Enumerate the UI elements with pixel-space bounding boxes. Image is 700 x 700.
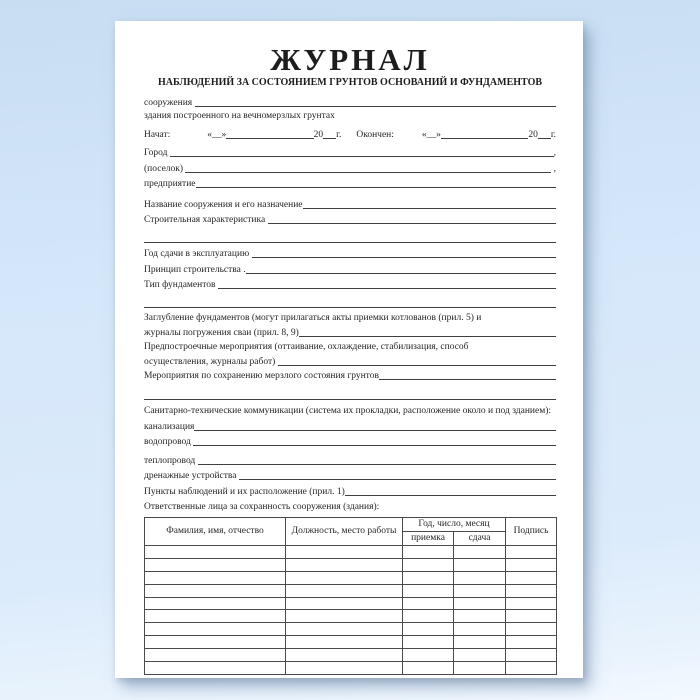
form-row-label: осуществления, журналы работ)	[144, 356, 278, 367]
table-cell	[145, 558, 286, 571]
form-row-label: дренажные устройства	[144, 471, 239, 481]
form-row	[144, 211, 556, 227]
table-row	[145, 649, 557, 662]
blank-line	[218, 288, 556, 289]
blank-line	[198, 464, 556, 465]
form-row-label: Принцип строительства .	[144, 264, 246, 275]
form-row	[144, 368, 556, 383]
table-cell	[506, 546, 557, 559]
form-row-label: здания построенного на вечномерзлых грунтах	[144, 111, 335, 121]
col-header-fio: Фамилия, имя, отчество	[145, 518, 286, 546]
table-cell	[403, 558, 454, 571]
year-suffix: г.	[550, 129, 557, 140]
started-label: Начат:	[144, 129, 171, 140]
table-cell	[454, 546, 506, 559]
table-cell	[286, 571, 403, 584]
table-row	[145, 610, 557, 623]
table-cell	[506, 649, 557, 662]
col-header-signature: Подпись	[506, 518, 557, 546]
table-cell	[145, 546, 286, 559]
blank-line	[196, 187, 557, 188]
table-cell	[454, 597, 506, 610]
form-row	[144, 144, 556, 160]
table-cell	[403, 584, 454, 597]
table-cell	[286, 597, 403, 610]
col-header-job: Должность, место работы	[286, 518, 403, 546]
table-cell	[145, 636, 286, 649]
blank-line	[299, 336, 556, 337]
table-cell	[286, 623, 403, 636]
table-cell	[286, 610, 403, 623]
table-cell	[286, 636, 403, 649]
blank-line	[345, 495, 556, 496]
page-subtitle: НАБЛЮДЕНИЙ ЗА СОСТОЯНИЕМ ГРУНТОВ ОСНОВАНИЙ И ФУНДАМЕНТОВ	[157, 77, 543, 88]
form-row	[144, 109, 556, 122]
form-row	[144, 175, 556, 191]
table-cell	[454, 584, 506, 597]
table-cell	[403, 636, 454, 649]
table-cell	[145, 610, 286, 623]
table-cell	[403, 546, 454, 559]
table-cell	[454, 558, 506, 571]
table-row	[145, 571, 557, 584]
form-row	[144, 276, 556, 292]
form-row-suffix: ,	[551, 163, 556, 174]
table-cell	[454, 649, 506, 662]
blank-line	[170, 156, 554, 157]
table-cell	[454, 623, 506, 636]
document-page	[115, 21, 583, 678]
form-row-label: (поселок)	[144, 163, 186, 174]
blank-line	[252, 257, 556, 258]
form-row-label: Пункты наблюдений и их расположение (прил. 1)	[144, 486, 345, 497]
table-cell	[286, 662, 403, 675]
form-row-label: Тип фундаментов	[144, 280, 218, 290]
form-row	[144, 324, 556, 339]
blank-line	[239, 479, 556, 480]
table-cell	[506, 558, 557, 571]
blank-line	[144, 399, 556, 400]
blank-line	[441, 138, 528, 139]
form-row	[144, 195, 556, 211]
blank-line	[195, 106, 556, 107]
form-row-label: Ответственные лица за сохранность сооружения (здания):	[144, 502, 380, 512]
table-cell	[145, 623, 286, 636]
table-cell	[454, 571, 506, 584]
table-row	[145, 597, 557, 610]
form-row-label: Мероприятия по сохранению мерзлого состояния грунтов	[144, 371, 379, 381]
table-cell	[403, 662, 454, 675]
form-row	[144, 402, 556, 418]
table-cell	[403, 610, 454, 623]
blank-line	[185, 172, 551, 173]
form-row	[144, 245, 556, 261]
form-row-label: Город	[144, 148, 170, 158]
form-row	[144, 310, 556, 325]
table-row	[145, 584, 557, 597]
table-cell	[506, 623, 557, 636]
responsible-persons-table	[144, 517, 557, 675]
col-header-acceptance: приемка	[403, 532, 454, 546]
form-row-label: Санитарно-технические коммуникации (система их прокладки, расположение около и под зданием):	[144, 406, 552, 416]
table-row	[145, 558, 557, 571]
table-cell	[403, 571, 454, 584]
table-cell	[506, 636, 557, 649]
table-cell	[145, 662, 286, 675]
form-row	[144, 482, 556, 498]
table-row	[145, 662, 557, 675]
table-cell	[403, 597, 454, 610]
blank-line	[246, 273, 556, 274]
table-cell	[145, 584, 286, 597]
form-row	[144, 467, 556, 483]
form-row	[144, 260, 556, 276]
form-row	[144, 386, 556, 402]
blank-line	[303, 208, 556, 209]
form-row-label: теплопровод	[144, 455, 198, 466]
finished-label: Окончен:	[356, 129, 394, 140]
form-row-label: предприятие	[144, 179, 196, 189]
table-cell	[506, 662, 557, 675]
blank-line	[538, 138, 551, 139]
blank-line	[144, 242, 556, 243]
blank-line	[193, 445, 556, 446]
form-row-label: Строительная характеристика	[144, 215, 268, 225]
table-cell	[454, 662, 506, 675]
blank-line	[278, 365, 556, 366]
table-cell	[286, 649, 403, 662]
form-row-label: канализация	[144, 421, 195, 432]
form-row-label: сооружения	[144, 98, 195, 108]
table-row	[145, 546, 557, 559]
form-row	[144, 417, 556, 433]
table-cell	[403, 649, 454, 662]
table-cell	[454, 610, 506, 623]
blank-line	[194, 430, 556, 431]
table-cell	[454, 636, 506, 649]
form-row-label: Предпостроечные мероприятия (оттаивание, охлаждение, стабилизация, способ	[144, 342, 469, 352]
form-row	[144, 294, 556, 310]
table-cell	[145, 597, 286, 610]
form-row	[144, 98, 556, 109]
form-row	[144, 229, 556, 245]
year-prefix: 20	[528, 129, 538, 140]
table-cell	[506, 571, 557, 584]
col-header-date-group: Год, число, месяц	[403, 518, 506, 532]
blank-line	[226, 138, 313, 139]
date-blank: «__»	[207, 129, 227, 140]
form-row-label: водопровод	[144, 437, 194, 447]
page-title: ЖУРНАЛ	[270, 42, 430, 77]
table-cell	[145, 649, 286, 662]
blank-line	[379, 379, 556, 380]
date-blank: «__»	[421, 129, 441, 140]
table-cell	[286, 584, 403, 597]
blank-line	[144, 307, 556, 308]
table-cell	[145, 571, 286, 584]
form-row-label: Год сдачи в эксплуатацию	[144, 249, 252, 259]
col-header-handover: сдача	[454, 532, 506, 546]
table-row	[145, 636, 557, 649]
table-cell	[506, 584, 557, 597]
table-cell	[286, 546, 403, 559]
form-row	[144, 339, 556, 354]
blank-line	[268, 223, 556, 224]
form-row	[144, 353, 556, 368]
table-cell	[403, 623, 454, 636]
year-prefix: 20	[313, 129, 324, 140]
form-row-label: Название сооружения и его назначение	[144, 199, 303, 210]
table-cell	[506, 610, 557, 623]
form-row	[144, 451, 556, 467]
form-row	[144, 498, 556, 514]
form-row-dates	[144, 125, 556, 141]
form-body	[144, 98, 556, 513]
blank-line	[323, 138, 336, 139]
table-cell	[286, 558, 403, 571]
form-row-label: Заглубление фундаментов (могут прилагаться акты приемки котлованов (прил. 5) и	[144, 313, 482, 323]
table-cell	[506, 597, 557, 610]
year-suffix: г.	[336, 129, 342, 140]
form-row-suffix: ,	[553, 148, 556, 158]
form-row	[144, 159, 556, 175]
table-row	[145, 623, 557, 636]
form-row	[144, 433, 556, 449]
form-row-label: журналы погружения сваи (прил. 8, 9)	[144, 327, 299, 338]
